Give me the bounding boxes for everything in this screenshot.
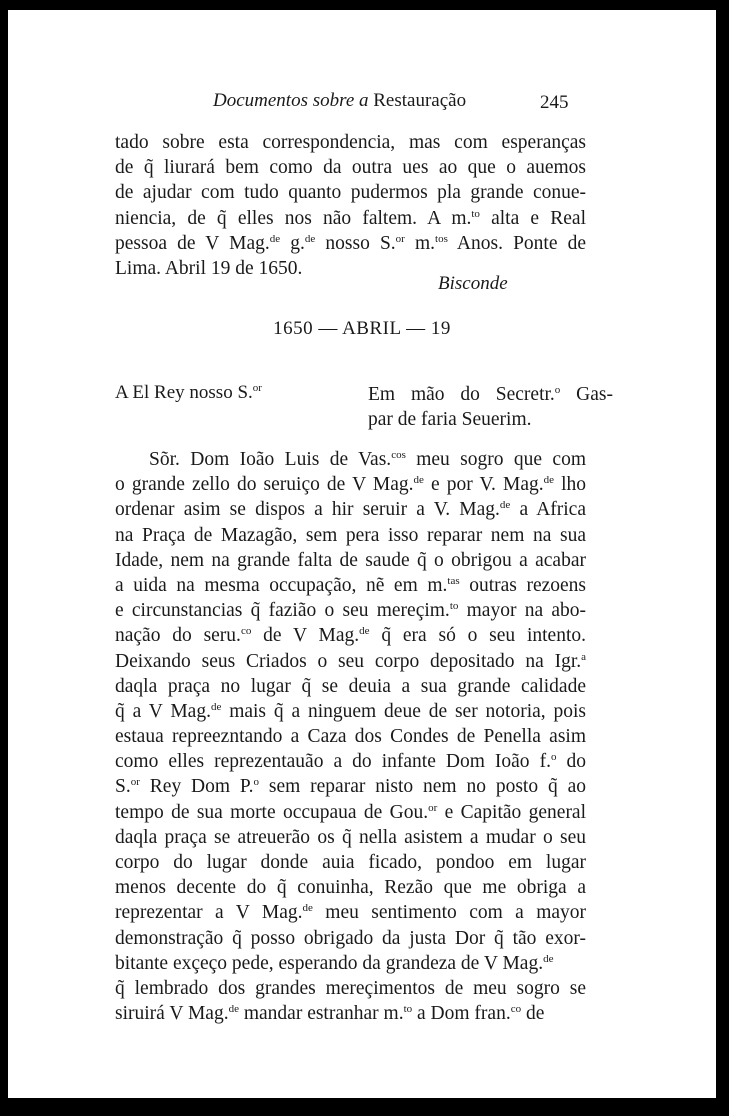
- signature: Bisconde: [438, 273, 508, 294]
- text-line: reprezentar a V Mag.$^{de}$ meu sentimento com a mayor: [115, 902, 587, 924]
- text-line: como elles reprezentauão a do infante Dom Ioão f.$^o$ do: [115, 751, 586, 773]
- abbreviation-superscript: co: [510, 1003, 522, 1016]
- text-line: na Praça de Mazagão, sem pera isso reparar nem na sua: [115, 524, 586, 546]
- book-page: [8, 10, 716, 1098]
- text-line: ordenar asim se dispos a hir seruir a V. Mag.$^{de}$ a Africa: [115, 499, 586, 521]
- abbreviation-superscript: de: [210, 700, 222, 713]
- text-line: bitante exçeço pede, esperando da grandeza de V Mag.$^{de}$: [115, 952, 554, 974]
- abbreviation-superscript: de: [499, 499, 511, 512]
- text-line: niencia, de q̃ elles nos não faltem. A m.$^{to}$ alta e Real: [115, 207, 586, 229]
- abbreviation-superscript: o: [550, 751, 557, 764]
- running-title-roman: Restauração: [373, 90, 467, 111]
- abbreviation-superscript: to: [471, 207, 480, 220]
- abbreviation-superscript: co: [240, 625, 252, 638]
- text-line: demonstração q̃ posso obrigado da justa Dor q̃ tão exor-: [115, 927, 586, 949]
- text-line: o grande zello do seruiço de V Mag.$^{de}$ e por V. Mag.$^{de}$ lho: [115, 474, 587, 496]
- text-line: Idade, nem na grande falta de saude q̃ o obrigou a acabar: [115, 549, 586, 571]
- running-title-italic: Documentos sobre a: [213, 90, 369, 111]
- abbreviation-superscript: cos: [391, 449, 406, 461]
- text-line: tempo de sua morte occupaua de Gou.$^{or}$ e Capitão general: [115, 801, 587, 823]
- text-line: de q̃ liurará bem como da outra ues ao que o auemos: [115, 157, 586, 179]
- routing-line: Em mão do Secretr.$^o$ Gas-: [368, 384, 613, 405]
- text-line: nação do seru.$^{co}$ de V Mag.$^{de}$ q̃ era só o seu intento.: [115, 625, 587, 647]
- text-line: q̃ a V Mag.$^{de}$ mais q̃ a ninguem deue de ser notoria, pois: [115, 700, 587, 722]
- routing-note: [368, 382, 613, 432]
- letter-body: [115, 447, 586, 1026]
- routing-line: par de faria Seuerim.: [368, 409, 532, 431]
- text-line: S.$^{or}$ Rey Dom P.$^o$ sem reparar nisto nem no posto q̃ ao: [115, 776, 586, 798]
- text-line: daqla praça no lugar q̃ se deuia a sua grande calidade: [115, 675, 586, 697]
- text-line: e circunstancias q̃ fazião o seu mereçim.$^{to}$ mayor na abo-: [115, 600, 586, 622]
- text-line: a uida na mesma occupação, nẽ em m.$^{tas}$ outras rezoens: [115, 574, 586, 596]
- abbreviation-superscript: a: [581, 650, 586, 663]
- abbreviation-superscript: de: [228, 1003, 239, 1016]
- abbreviation-superscript: o: [554, 384, 561, 396]
- text-line: daqla praça se atreuerão os q̃ nella asistem a mudar o seu: [115, 826, 586, 848]
- text-line: Sõr. Dom Ioão Luis de Vas.$^{cos}$ meu sogro que com: [149, 449, 586, 470]
- text-line: Lima. Abril 19 de 1650.: [115, 257, 303, 279]
- abbreviation-superscript: to: [449, 600, 459, 613]
- running-header: [8, 90, 716, 120]
- text-line: estaua repreezntando a Caza dos Condes de Penella asim: [115, 726, 586, 748]
- abbreviation-superscript: o: [253, 776, 259, 789]
- abbreviation-superscript: or: [252, 382, 262, 394]
- text-line: de ajudar com tudo quanto pudermos pla grande conue-: [115, 182, 586, 204]
- abbreviation-superscript: or: [395, 232, 405, 245]
- abbreviation-superscript: or: [428, 801, 438, 814]
- abbreviation-superscript: to: [403, 1003, 413, 1016]
- text-line: pessoa de V Mag.$^{de}$ g.$^{de}$ nosso S.$^{or}$ m.$^{tos}$ Anos. Ponte de: [115, 232, 587, 254]
- text-line: q̃ lembrado dos grandes mereçimentos de meu sogro se: [115, 977, 586, 999]
- abbreviation-superscript: or: [130, 776, 140, 789]
- abbreviation-superscript: de: [543, 952, 554, 965]
- recipient-line: A El Rey nosso S.$^{or}$: [115, 382, 262, 403]
- previous-letter-ending: [115, 130, 586, 281]
- text-line: corpo do lugar donde auia ficado, pondoo em lugar: [115, 852, 586, 873]
- text-line: Deixando seus Criados o seu corpo depositado na Igr.$^a$: [115, 650, 586, 672]
- abbreviation-superscript: tas: [447, 574, 460, 587]
- abbreviation-superscript: de: [304, 232, 316, 245]
- abbreviation-superscript: de: [543, 474, 554, 487]
- text-line: tado sobre esta correspondencia, mas com esperanças: [115, 132, 586, 153]
- text-line: menos decente do q̃ conuinha, Rezão que me obriga a: [115, 877, 586, 899]
- running-title: [213, 90, 466, 112]
- text-line: siruirá V Mag.$^{de}$ mandar estranhar m.$^{to}$ a Dom fran.$^{co}$ de: [115, 1003, 545, 1025]
- abbreviation-superscript: de: [413, 474, 424, 487]
- abbreviation-superscript: de: [302, 902, 313, 915]
- abbreviation-superscript: de: [269, 232, 281, 245]
- document-date-heading: 1650 — ABRIL — 19: [273, 318, 451, 339]
- abbreviation-superscript: tos: [435, 232, 448, 245]
- abbreviation-superscript: de: [359, 625, 370, 638]
- page-number: 245: [540, 92, 569, 113]
